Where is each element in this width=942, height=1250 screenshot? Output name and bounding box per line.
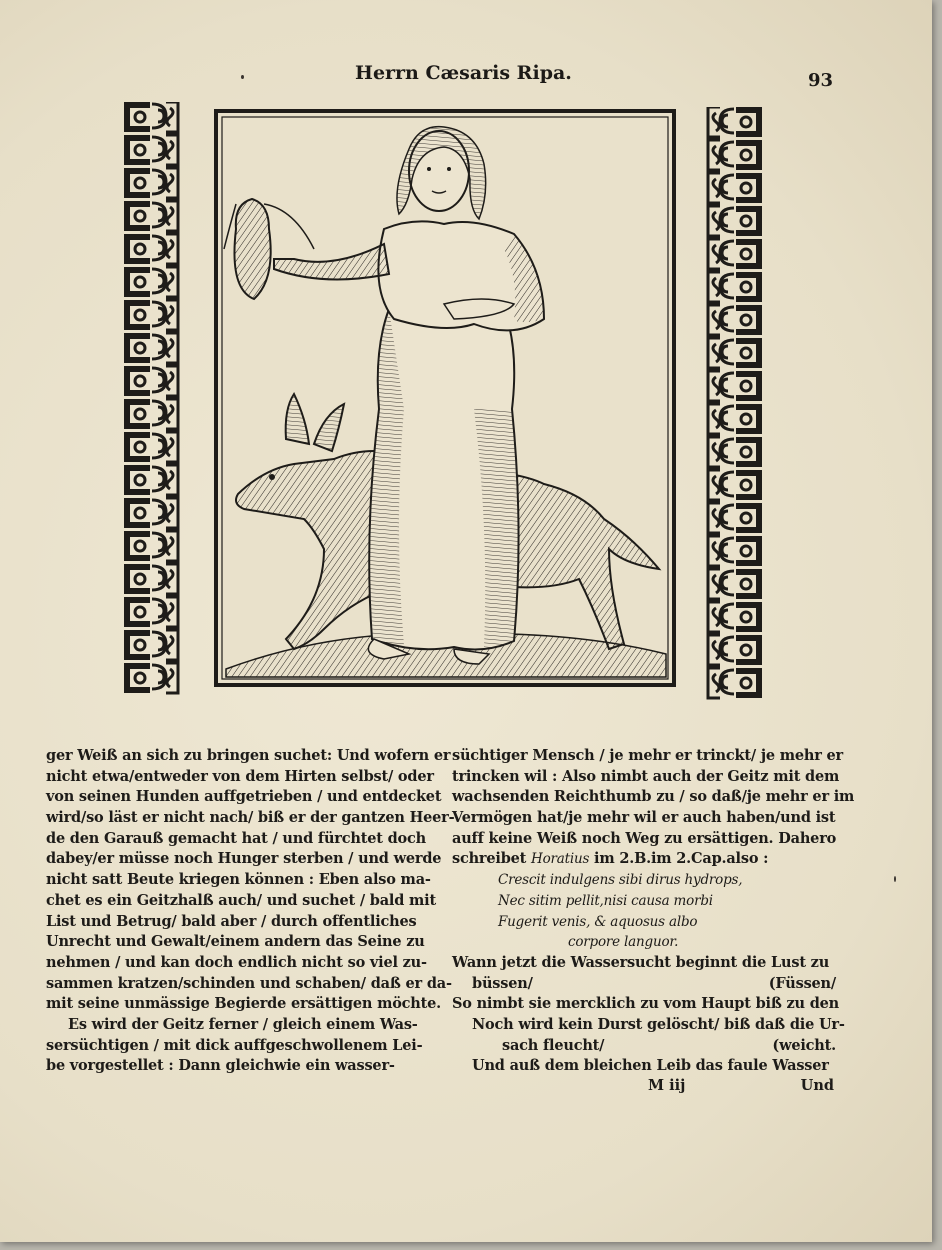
verse-fragment: (Füssen/: [768, 974, 836, 992]
text-line: chet es ein Geitzhalß auch/ und suchet / bald mit: [46, 891, 436, 909]
text-line: be vorgestellet : Dann gleichwie ein wasser-: [46, 1057, 395, 1075]
right-text-column: [452, 746, 855, 1077]
text-line: nicht satt Beute kriegen können : Eben also ma-: [46, 871, 431, 889]
latin-verse-line: corpore languor.: [568, 934, 679, 951]
text-line: süchtiger Mensch / je mehr er trinckt/ je mehr er: [452, 747, 843, 764]
text-line: sammen kratzen/schinden und schaben/ daß er da-: [46, 974, 452, 992]
left-text-column: [46, 746, 455, 1077]
text-line: von seinen Hunden auffgetrieben / und entdecket: [46, 788, 442, 806]
german-verse-line: Noch wird kein Durst gelöscht/ biß daß die Ur-: [472, 1015, 845, 1033]
text-line: wachsenden Reichthumb zu / so daß/je mehr er im: [452, 788, 855, 806]
catchword: Und: [800, 1077, 834, 1094]
text-line: mit seine unmässige Begierde ersättigen möchte.: [46, 995, 442, 1013]
page-footer: [648, 1077, 834, 1094]
text-line: Vermögen hat/je mehr wil er auch haben/und ist: [452, 809, 836, 827]
german-verse-line: Wann jetzt die Wassersucht beginnt die Lust zu: [452, 953, 830, 971]
text-line: trincken wil : Also nimbt auch der Geitz mit dem: [452, 767, 840, 785]
citation-pre: schreibet: [452, 850, 532, 868]
citation-post: im 2.B.im 2.Cap.also :: [589, 850, 769, 868]
latin-verse-line: Fugerit venis, & aquosus albo: [498, 913, 698, 930]
running-head: Herrn Cæsaris Ripa.: [355, 62, 572, 84]
text-line: ger Weiß an sich zu bringen suchet: Und wofern er: [46, 747, 451, 764]
page-number: 93: [808, 70, 834, 91]
verse-fragment: sach fleucht/: [502, 1036, 605, 1054]
german-verse-line: [452, 974, 836, 995]
german-verse-line: Und auß dem bleichen Leib das faule Wasser: [472, 1057, 829, 1075]
text-line: de den Garauß gemacht hat / und fürchtet doch: [46, 829, 426, 847]
german-verse-line: [452, 1036, 836, 1057]
text-line: auff keine Weiß noch Weg zu ersättigen. Dahero: [452, 829, 837, 847]
right-border-ornament-icon: [706, 107, 764, 700]
verse-fragment: büssen/: [472, 974, 533, 992]
ink-speck: [894, 876, 896, 882]
woodcut-illustration: [214, 109, 676, 687]
left-border-ornament-icon: [122, 102, 180, 698]
text-line: wird/so läst er nicht nach/ biß er der gantzen Heer-: [46, 809, 455, 827]
citation-line: [452, 849, 836, 870]
text-line: List und Betrug/ bald aber / durch offentliches: [46, 912, 417, 930]
text-line: Unrecht und Gewalt/einem andern das Seine zu: [46, 933, 425, 951]
citation-author: Horatius: [531, 851, 590, 868]
german-verse-line: So nimbt sie mercklich zu vom Haupt biß zu den: [452, 995, 840, 1013]
text-line: nehmen / und kan doch endlich nicht so viel zu-: [46, 953, 427, 971]
text-line: sersüchtigen / mit dick auffgeschwollenem Lei-: [46, 1036, 423, 1054]
signature-mark: M iij: [648, 1077, 686, 1094]
latin-verse-line: Crescit indulgens sibi dirus hydrops,: [498, 872, 743, 889]
text-line: Es wird der Geitz ferner / gleich einem Was-: [68, 1015, 418, 1033]
text-line: dabey/er müsse noch Hunger sterben / und werde: [46, 850, 442, 868]
latin-verse-line: Nec sitim pellit,nisi causa morbi: [498, 892, 713, 909]
text-line: nicht etwa/entweder von dem Hirten selbst/ oder: [46, 767, 434, 785]
verse-fragment: (weicht.: [772, 1036, 836, 1054]
ink-speck: [241, 75, 244, 79]
